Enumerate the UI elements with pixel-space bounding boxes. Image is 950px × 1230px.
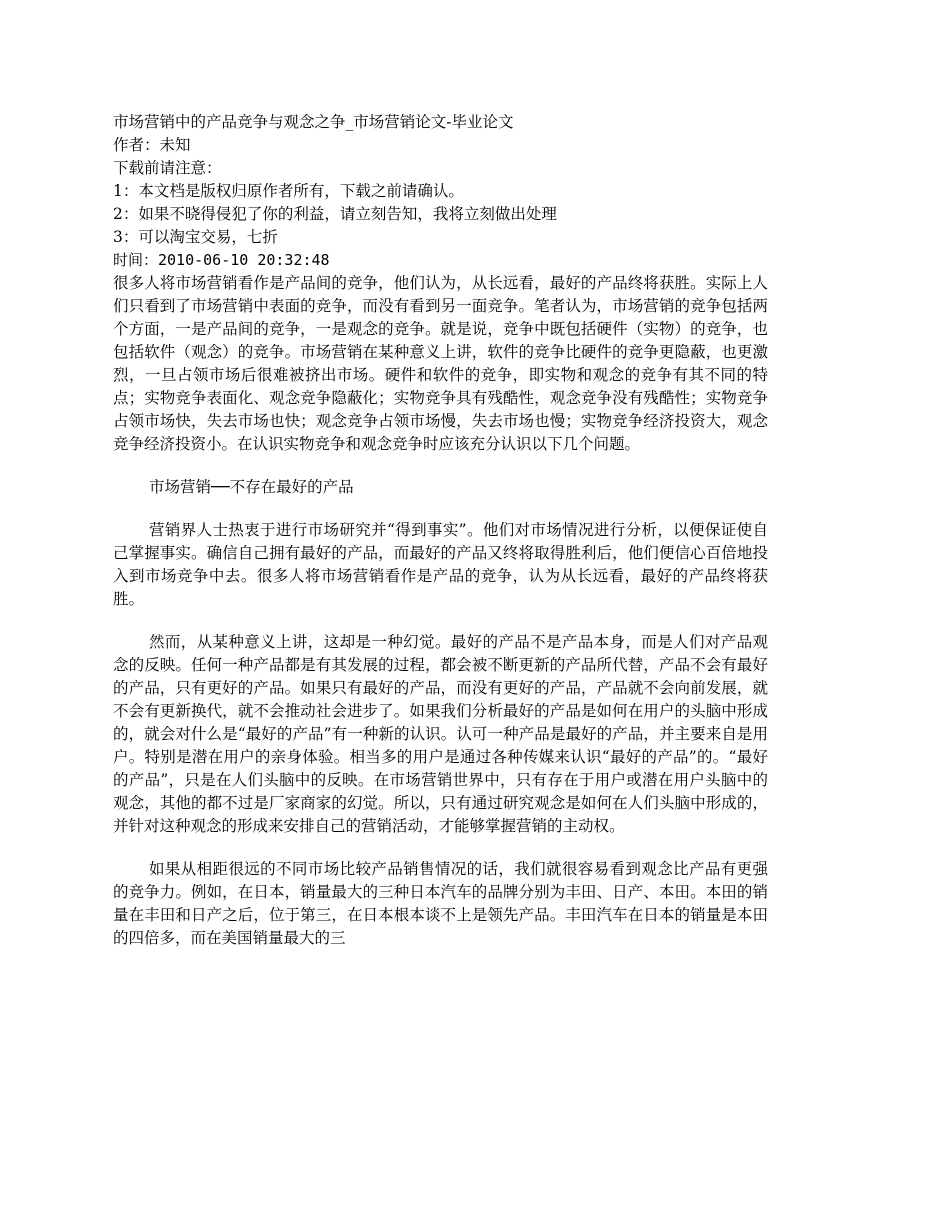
section-heading: 市场营销──不存在最好的产品: [149, 478, 354, 496]
document-page: [113, 111, 768, 950]
body-paragraph: 如果从相距很远的不同市场比较产品销售情况的话，我们就很容易看到观念比产品有更强的竞争力。例如，在日本，销量最大的三种日本汽车的品牌分别为丰田、日产、本田。本田的销量在丰田和日产之后，位于第三，在日本根本谈不上是领先产品。丰田汽车在日本的销量是本田的四倍多，而在美国销量最大的三: [113, 860, 768, 947]
body-paragraph: 然而，从某种意义上讲，这却是一种幻觉。最好的产品不是产品本身，而是人们对产品观念的反映。任何一种产品都是有其发展的过程，都会被不断更新的产品所代替，产品不会有最好的产品，只有更好的产品。如果只有最好的产品，而没有更好的产品，产品就不会向前发展，就不会有更新换代，就不会推动社会进步了。如果我们分析最好的产品是如何在用户的头脑中形成的，就会对什么是“最好的产品”有一种新的认识。认可一种产品是最好的产品，并主要来自是用户。特别是潜在用户的亲身体验。相当多的用户是通过各种传媒来认识“最好的产品”的。“最好的产品”，只是在人们头脑中的反映。在市场营销世界中，只有存在于用户或潜在用户头脑中的观念，其他的都不过是厂家商家的幻觉。所以，只有通过研究观念是如何在人们头脑中形成的，并针对这种观念的形成来安排自己的营销活动，才能够掌握营销的主动权。: [113, 633, 768, 835]
notice-item: 3：可以淘宝交易，七折: [113, 228, 278, 246]
notice-item: 2：如果不晓得侵犯了你的利益，请立刻告知，我将立刻做出处理: [113, 205, 557, 223]
document-title: 市场营销中的产品竞争与观念之争_市场营销论文-毕业论文: [113, 113, 514, 131]
body-paragraph: 营销界人士热衷于进行市场研究并“得到事实”。他们对市场情况进行分析，以便保证使自己掌握事实。确信自己拥有最好的产品，而最好的产品又终将取得胜利后，他们便信心百倍地投入到市场竞争中去。很多人将市场营销看作是产品的竞争，认为从长远看，最好的产品终将获胜。: [113, 521, 768, 608]
timestamp-line: 时间：2010-06-10 20:32:48: [113, 251, 330, 269]
intro-paragraph: 很多人将市场营销看作是产品间的竞争，他们认为，从长远看，最好的产品终将获胜。实际上人们只看到了市场营销中表面的竞争，而没有看到另一面竞争。笔者认为，市场营销的竞争包括两个方面，一是产品间的竞争，一是观念的竞争。就是说，竞争中既包括硬件（实物）的竞争，也包括软件（观念）的竞争。市场营销在某种意义上讲，软件的竞争比硬件的竞争更隐蔽，也更激烈，一旦占领市场后很难被挤出市场。硬件和软件的竞争，即实物和观念的竞争有其不同的特点；实物竞争表面化、观念竞争隐蔽化；实物竞争具有残酷性，观念竞争没有残酷性；实物竞争占领市场快，失去市场也快；观念竞争占领市场慢，失去市场也慢；实物竞争经济投资大，观念竞争经济投资小。在认识实物竞争和观念竞争时应该充分认识以下几个问题。: [113, 274, 768, 453]
author-line: 作者：未知: [113, 136, 191, 154]
notice-item: 1：本文档是版权归原作者所有，下载之前请确认。: [113, 182, 464, 200]
notice-heading: 下载前请注意：: [113, 159, 222, 177]
